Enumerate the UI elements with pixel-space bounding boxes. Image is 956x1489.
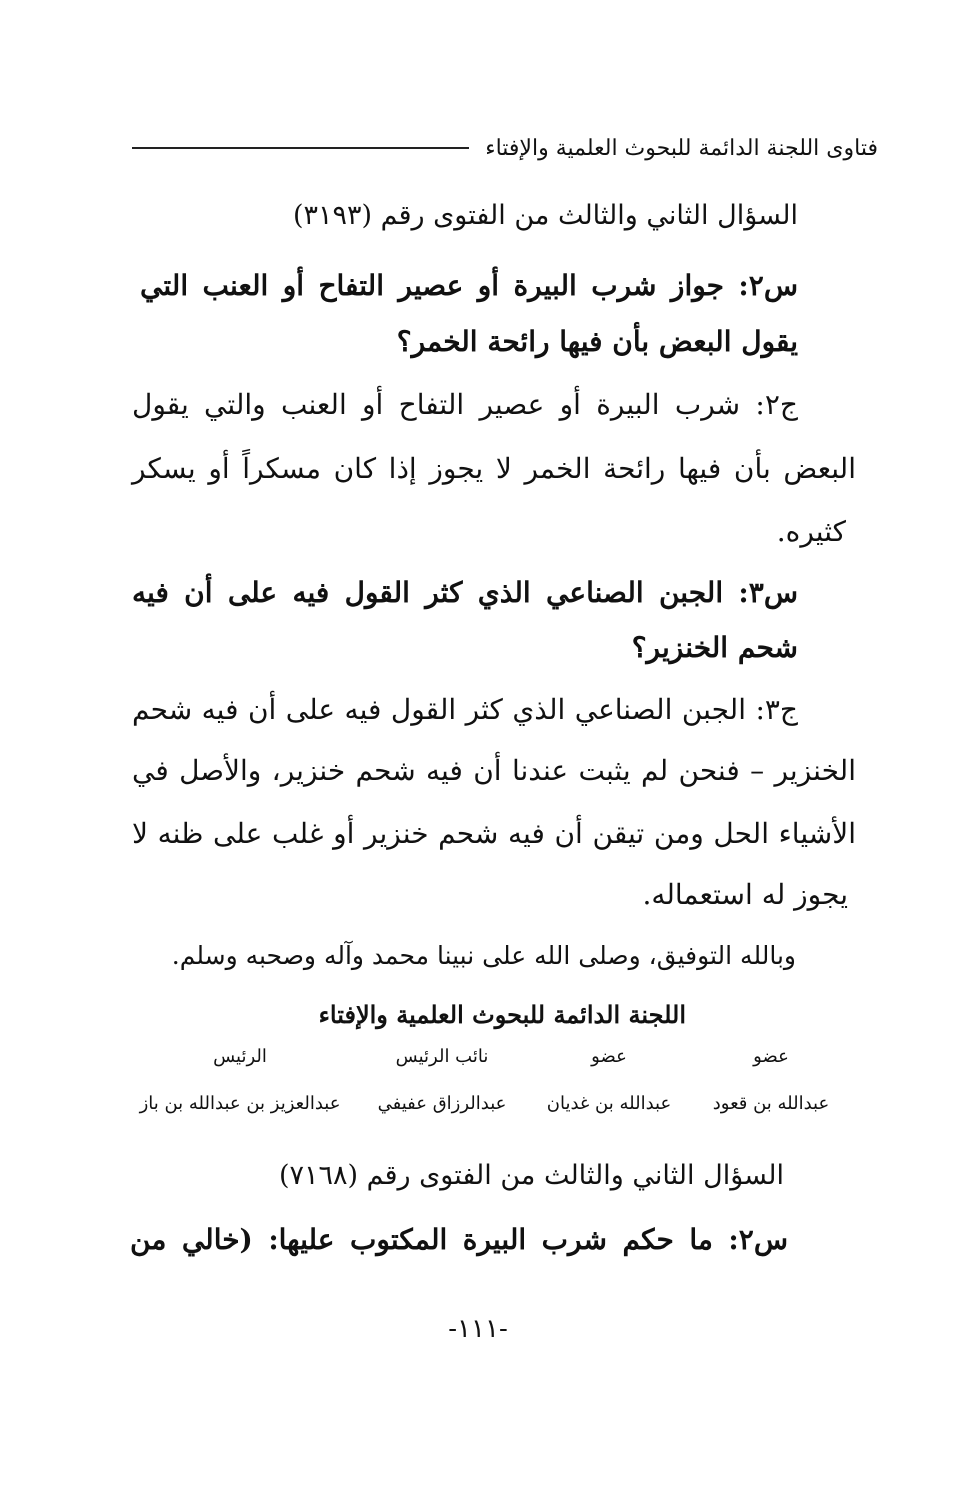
answer-2-line-3: كثيره. xyxy=(776,515,846,548)
signatory-name: عبدالله بن قعود xyxy=(712,1093,830,1114)
answer-3-line-4: يجوز له استعماله. xyxy=(642,878,848,911)
signatory-roles-row xyxy=(130,1043,846,1071)
signatory-role: الرئيس xyxy=(213,1046,267,1067)
answer-3-line-1: ج٣: الجبن الصناعي الذي كثر القول فيه على أن فيه شحم xyxy=(132,693,798,726)
answer-3-line-3: الأشياء الحل ومن تيقن أن فيه شحم خنزير أو غلب على ظنه لا xyxy=(132,817,856,850)
signatory-role: عضو xyxy=(591,1046,627,1067)
answer-2-line-2: البعض بأن فيها رائحة الخمر لا يجوز إذا كان مسكراً أو يسكر xyxy=(132,452,856,485)
running-header xyxy=(132,128,878,168)
signatory-names-row xyxy=(130,1090,846,1118)
question-3-line-2: شحم الخنزير؟ xyxy=(631,631,798,664)
signatory-name: عبدالرزاق عفيفي xyxy=(377,1093,507,1114)
answer-2-line-1: ج٢: شرب البيرة أو عصير التفاح أو العنب والتي يقول xyxy=(132,388,798,421)
fatwa-heading-7168: السؤال الثاني والثالث من الفتوى رقم (٧١٦٨) xyxy=(278,1160,784,1191)
header-rule xyxy=(132,147,469,149)
question-2-line-2: يقول البعض بأن فيها رائحة الخمر؟ xyxy=(396,325,798,358)
signatory-name: عبدالعزيز بن عبدالله بن باز xyxy=(139,1093,341,1114)
signatory-name: عبدالله بن غديان xyxy=(546,1093,672,1114)
header-title: فتاوى اللجنة الدائمة للبحوث العلمية والإفتاء xyxy=(485,135,878,161)
committee-name: اللجنة الدائمة للبحوث العلمية والإفتاء xyxy=(318,1000,686,1029)
question-2-line-1: س٢: جواز شرب البيرة أو عصير التفاح أو العنب التي xyxy=(140,269,798,302)
fatwa-heading-3193: السؤال الثاني والثالث من الفتوى رقم (٣١٩٣) xyxy=(292,200,798,231)
question-2-line-1-second-fatwa: س٢: ما حكم شرب البيرة المكتوب عليها: (خالي من xyxy=(130,1223,788,1256)
signatory-role: نائب الرئيس xyxy=(395,1046,489,1067)
question-3-line-1: س٣: الجبن الصناعي الذي كثر القول فيه على أن فيه xyxy=(132,576,798,609)
closing-prayer: وبالله التوفيق، وصلى الله على نبينا محمد وآله وصحبه وسلم. xyxy=(171,941,796,970)
page-number: -١١١- xyxy=(448,1314,508,1344)
answer-3-line-2: الخنزير – فنحن لم يثبت عندنا أن فيه شحم خنزير، والأصل في xyxy=(132,754,856,787)
signatory-role: عضو xyxy=(753,1046,789,1067)
